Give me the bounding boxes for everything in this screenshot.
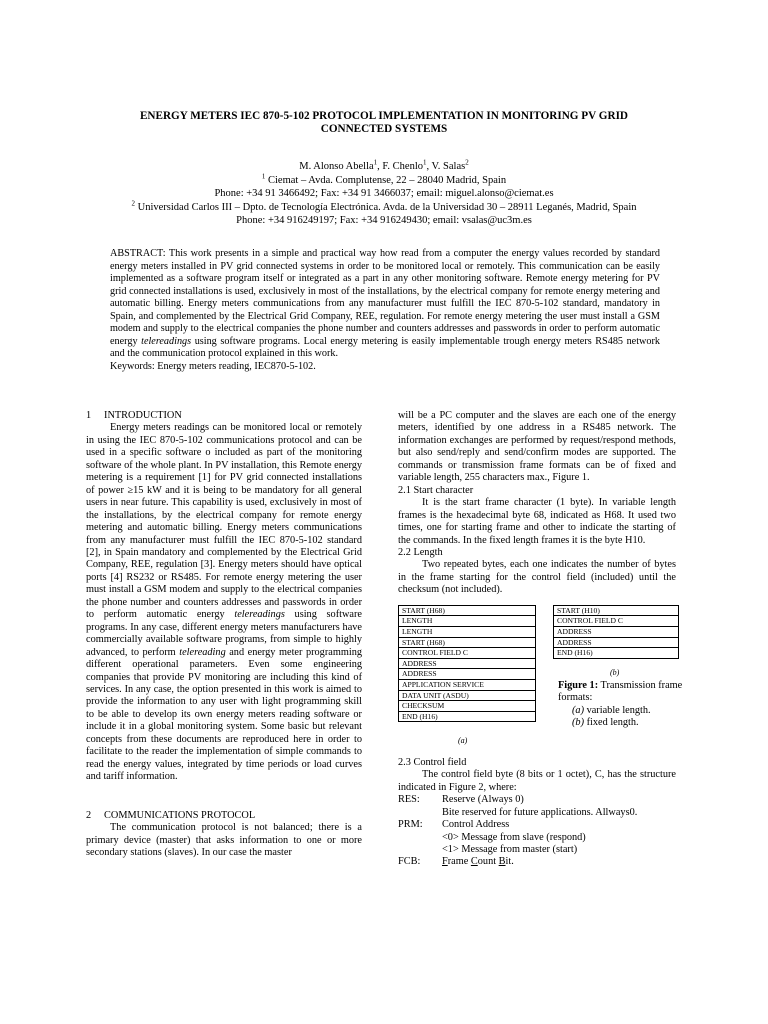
keywords: Keywords: Energy meters reading, IEC870-5-102. [110, 360, 316, 372]
frame-a-cell: LENGTH [399, 626, 536, 637]
frame-a-row [399, 637, 536, 648]
frame-b-cell: ADDRESS [554, 637, 679, 648]
frame-b-cell: START (H10) [554, 605, 679, 616]
definition-item: Bite reserved for future applications. Allways0. [442, 806, 638, 818]
affiliation-2: $^2$ Universidad Carlos III – Dpto. de Tecnología Electrónica. Avda. de la Universidad 30 – 28911 Leganés, Madrid, Spain [131, 199, 637, 213]
frame-b-row [554, 605, 679, 616]
subsection-heading-length: 2.2 Length [398, 546, 443, 558]
frame-a-cell: LENGTH [399, 616, 536, 627]
definition-item: PRM: Control Address [398, 819, 510, 831]
frame-a-cell: START (H68) [399, 605, 536, 616]
author-block [60, 160, 708, 228]
abstract [110, 248, 660, 373]
frame-a-row [399, 658, 536, 669]
control-field-paragraph: The control field byte (8 bits or 1 octet), C, has the structure indicated in Figure 2, where: [398, 769, 676, 793]
frame-a-cell: CHECKSUM [399, 701, 536, 712]
frame-b-row [554, 648, 679, 659]
frame-table-variable [398, 605, 536, 723]
frame-a-row [399, 605, 536, 616]
frame-a-cell: DATA UNIT (ASDU) [399, 690, 536, 701]
frame-a-cell: START (H68) [399, 637, 536, 648]
figure-1 [398, 605, 683, 745]
figure-label-a: (a) [458, 735, 468, 745]
introduction-paragraph: Energy meters readings can be monitored local or remotely in using the IEC 870-5-102 communications protocol and can be used in a specific software o included as part of the monitoring software of the whole plant. In PV installation, this Remote energy metering is a requirement [1] for PV grid connected installations of power ≥15 kW and it is being to be mandatory for all general users in near future. This capability is used, exclusively in most of the installations, by the electrical company for remote energy metering and automatic billing. Energy meters communications from any manufacturer must fulfill the IEC 870-5-102 standard [2], in Spain mandatory and complemented by the Electrical Grid Company, REE, regulation [3]. Energy meters should have optical ports [4] RS232 or RS485. For remote energy metering the user must install a GSM modem and supply to the electrical companies the phone number and counters addresses and passwords in order to perform automatic energy telereadings using software programs. In any case, different energy meters manufacturers have commercially available software programs, from simple to highly advanced, to perform telereading and energy meter programming different operational parameters. Even some engineering companies that provide PV monitoring are including this kind of services. In any case, the option presented in this work is aimed to provide the information to any user with light programming skill to be able to develop its own energy meters reading software or include it in a global monitoring system. Some basic but relevant concepts from these documents are reproduced here in order to facilitate to the reader the implementation of simple commands to read the energy values, integrated by time periods or load curves and tariff information. [86, 422, 362, 783]
frame-a-row [399, 616, 536, 627]
length-paragraph: Two repeated bytes, each one indicates the number of bytes in the frame starting for the control field (included) until the checksum (not included). [398, 559, 676, 596]
abstract-text: ABSTRACT: This work presents in a simple and practical way how read from a computer the energy values recorded by standard energy meters installed in PV grid connected systems in order to be monitored local or remotely. This communication can be easily implemented as a software program itself or integrated as a part in any other monitoring software. Remote energy metering for PV grid connected installations is used, exclusively in most of the installations, by the electrical company for remote energy metering and automatic billing. Energy meters communications from any manufacturer must fulfill the IEC 870-5-102 standard, mandatory in Spain, and complemented by the Electrical Grid Company, REE, regulation. For remote energy metering the user must install a GSM modem and supply to the electrical companies the phone number and counters addresses and passwords in order to perform automatic energy telereadings using software programs. Local energy metering is easily implementable trough energy meters RS485 network and the communication protocol explained in this work. [110, 248, 660, 359]
frame-b-cell: CONTROL FIELD C [554, 616, 679, 627]
figure-label-b: (b) [610, 667, 620, 677]
frame-b-row [554, 626, 679, 637]
author-names: M. Alonso Abella$^1$, F. Chenlo$^1$, V. Salas$^2$ [299, 158, 469, 172]
definition-item: <1> Message from master (start) [442, 843, 578, 855]
communications-paragraph: The communication protocol is not balanced; there is a primary device (master) that asks information to one or more secondary stations (slaves). In our case the master [86, 822, 362, 858]
frame-a-row [399, 711, 536, 722]
frame-a-cell: ADDRESS [399, 669, 536, 680]
title-line-1: ENERGY METERS IEC 870-5-102 PROTOCOL IMPLEMENTATION IN MONITORING PV GRID [139, 110, 629, 122]
affiliation-1: $^1$ Ciemat – Avda. Complutense, 22 – 28040 Madrid, Spain [261, 172, 507, 186]
start-character-paragraph: It is the start frame character (1 byte). In variable length frames is the hexadecimal byte 68, indicated as H68. It used two times, one for starting frame and other to indicate the starting of the commands. In the fixed length frames it is the byte H10. [398, 497, 676, 546]
frame-a-row [399, 626, 536, 637]
frame-a-row [399, 701, 536, 712]
frame-b-row [554, 637, 679, 648]
frame-b-row [554, 616, 679, 627]
section-heading-communications: 2 COMMUNICATIONS PROTOCOL [86, 809, 256, 821]
definition-item: <0> Message from slave (respond) [442, 831, 586, 843]
left-column [86, 410, 362, 859]
contact-2: Phone: +34 916249197; Fax: +34 916249430; email: vsalas@uc3m.es [236, 215, 532, 227]
contact-1: Phone: +34 91 3466492; Fax: +34 91 3466037; email: miguel.alonso@ciemat.es [214, 188, 554, 200]
continued-paragraph: will be a PC computer and the slaves are each one of the energy meters, identified by one address in a RS485 network. The information exchanges are performed by request/respond methods, but also send/reply and send/confirm modes are supported. The commands or transmission frame formats can be of fixed and variable length, 255 characters max., Figure 1. [398, 410, 676, 484]
frame-b-cell: ADDRESS [554, 626, 679, 637]
frame-a-row [399, 669, 536, 680]
frame-b-cell: END (H16) [554, 648, 679, 659]
frame-a-cell: APPLICATION SERVICE [399, 679, 536, 690]
definition-item: RES: Reserve (Always 0) [398, 794, 524, 806]
paper-title [100, 110, 668, 136]
definition-fcb: FCB: Frame Count Bit. [398, 856, 514, 868]
figure-caption: Figure 1: Transmission frame formats: (a) variable length. (b) fixed length. [558, 679, 683, 729]
frame-a-row [399, 690, 536, 701]
right-column [398, 410, 683, 869]
frame-table-fixed [553, 605, 679, 659]
title-line-2: CONNECTED SYSTEMS [320, 123, 448, 135]
subsection-heading-start-character: 2.1 Start character [398, 484, 474, 496]
definition-list [398, 794, 676, 856]
subsection-heading-control-field: 2.3 Control field [398, 756, 467, 768]
frame-a-cell: END (H16) [399, 711, 536, 722]
frame-a-row [399, 648, 536, 659]
frame-a-row [399, 679, 536, 690]
frame-a-cell: ADDRESS [399, 658, 536, 669]
frame-a-cell: CONTROL FIELD C [399, 648, 536, 659]
section-heading-introduction: 1 INTRODUCTION [86, 410, 182, 421]
